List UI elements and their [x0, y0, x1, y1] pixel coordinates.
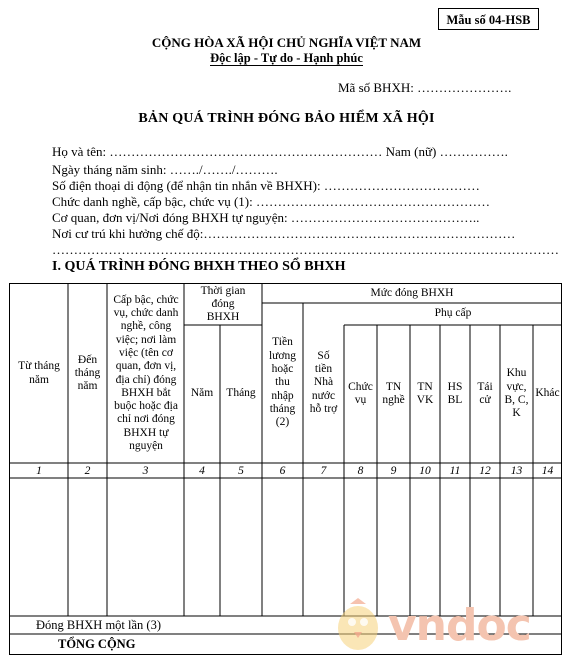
- vndoc-watermark-text: vndoc: [388, 600, 531, 651]
- header-month: Tháng: [226, 387, 256, 400]
- section-title: I. QUÁ TRÌNH ĐÓNG BHXH THEO SỔ BHXH: [52, 259, 346, 274]
- col-number: 5: [238, 465, 244, 477]
- header-state-support: Số tiền Nhà nước hỗ trợ: [309, 349, 338, 415]
- name-field: Họ và tên: ……………………………………………………… Nam (nữ) …………….: [52, 144, 508, 159]
- total-row-label: TỔNG CỘNG: [58, 637, 136, 651]
- header-hsbl-allowance: HS BL: [447, 380, 463, 406]
- col-number: 8: [357, 465, 364, 477]
- bhxh-number-field: Mã số BHXH: ………………….: [338, 80, 512, 95]
- form-code-box: Mẫu số 04-HSB: [438, 8, 539, 30]
- birth-field: Ngày tháng năm sinh: ……./……./……….: [52, 162, 278, 177]
- col-number: 11: [449, 465, 461, 477]
- col-number: 12: [479, 465, 491, 477]
- header-allowances: Phụ cấp: [434, 307, 472, 320]
- header-contribution-rate: Mức đóng BHXH: [370, 286, 454, 299]
- header-seniority-allowance: TN nghề: [382, 380, 405, 406]
- header-reelection-allowance: Tái cử: [477, 380, 493, 406]
- header-region-allowance: Khu vực, B, C, K: [504, 367, 529, 420]
- col-number: 2: [84, 465, 91, 477]
- motto-text: Độc lập - Tự do - Hạnh phúc: [210, 51, 363, 65]
- col-number: 9: [390, 465, 397, 477]
- col-number: 3: [142, 465, 149, 477]
- col-number: 14: [541, 465, 554, 477]
- col-number: 13: [510, 465, 523, 477]
- lump-sum-row-label: Đóng BHXH một lần (3): [36, 618, 161, 632]
- col-number: 4: [199, 465, 205, 477]
- header-to-month: Đến tháng năm: [74, 353, 101, 393]
- col-number: 6: [279, 465, 286, 477]
- header-position-allowance: Chức vụ: [348, 380, 373, 406]
- col-number: 10: [419, 465, 431, 477]
- header-tnvk-allowance: TN VK: [416, 380, 434, 406]
- col-number: 1: [36, 465, 42, 477]
- header-contribution-time: Thời gian đóng BHXH: [200, 284, 246, 324]
- phone-field: Số điện thoại di động (để nhận tin nhắn về BHXH): ………………………………: [52, 178, 480, 193]
- position-field: Chức danh nghề, cấp bậc, chức vụ (1): ………………………………………………: [52, 194, 490, 209]
- header-job-workplace: Cấp bậc, chức vụ, chức danh nghề, công việc; nơi làm việc (tên cơ quan, đơn vị, địa chỉ) đóng BHXH bắt buộc hoặc địa chỉ nơi đóng BHXH tự nguyện: [113, 293, 179, 452]
- header-year: Năm: [190, 387, 214, 400]
- header-salary: Tiền lương hoặc thu nhập tháng (2): [268, 336, 296, 429]
- residence-field: Nơi cư trú khi hưởng chế độ:………………………………………………………………: [52, 226, 516, 241]
- header-other-allowance: Khác: [535, 387, 560, 400]
- document-title: BẢN QUÁ TRÌNH ĐÓNG BẢO HIỂM XÃ HỘI: [138, 111, 435, 126]
- republic-heading: CỘNG HÒA XÃ HỘI CHỦ NGHĨA VIỆT NAM: [151, 35, 422, 50]
- residence-continuation: ………………………………………………………………………………………………………: [52, 242, 559, 257]
- agency-field: Cơ quan, đơn vị/Nơi đóng BHXH tự nguyện: ……………………………………..: [52, 210, 480, 225]
- header-from-month: Từ tháng năm: [18, 360, 60, 386]
- col-number: 7: [320, 465, 327, 477]
